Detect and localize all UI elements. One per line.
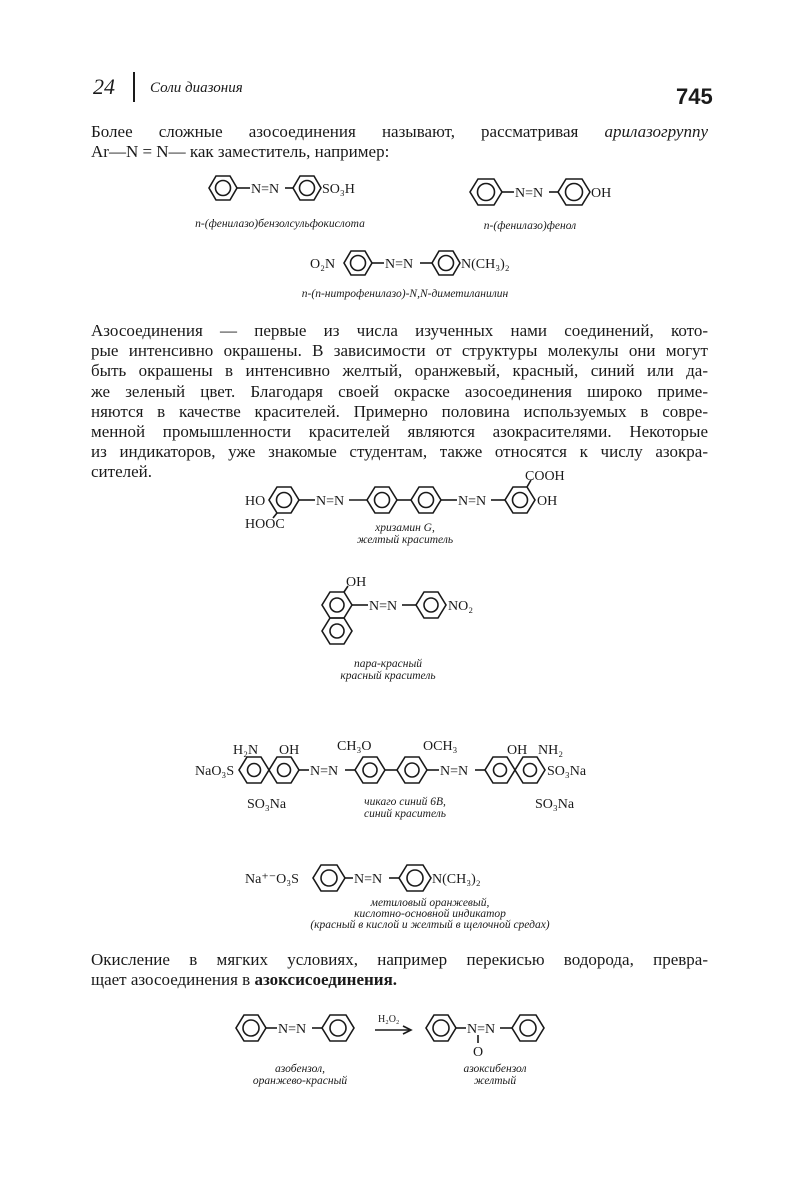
page-number: 745 <box>676 84 713 109</box>
benzene-ring <box>209 176 237 200</box>
term-azoxy: азоксисоединения. <box>254 970 398 990</box>
caption-line: азоксибензол <box>463 1063 527 1075</box>
structure-nitrophenylazo-dimethylaniline <box>310 244 540 284</box>
text-line: няются в качестве красителей. Примерно половина используемых в совре- <box>91 401 708 421</box>
aromatic-circle <box>216 181 231 196</box>
nitro-group: O₂N <box>310 257 336 272</box>
azo-group: N=N <box>278 1022 307 1037</box>
caption-s1: n-(фенилазо)бензолсульфокислота <box>195 218 365 230</box>
structure-phenylazo-benzenesulfonic-acid <box>205 170 355 210</box>
reagent-hydrogen-peroxide: H₂O₂ <box>378 1014 400 1025</box>
oxidation-paragraph <box>91 950 708 990</box>
hydroxyl-group: OH <box>537 494 558 509</box>
text-line: рые интенсивно окрашены. В зависимости от структуры молекулы они могут <box>91 341 708 361</box>
nitro-group: NO₂ <box>448 599 474 614</box>
caption-s3: n-(n-нитрофенилазо)-N,N-диметиланилин <box>301 288 509 300</box>
hydroxyl-group: OH <box>507 743 528 758</box>
azo-group: N=N <box>440 764 469 779</box>
azoxy-group: N=N <box>467 1022 496 1037</box>
caption-line: желтый <box>473 1075 517 1087</box>
text-line: Азосоединения — первые из числа изученных нами соединений, кото- <box>91 321 708 340</box>
caption-line: азобензол, <box>275 1063 325 1075</box>
azo-group: N=N <box>316 494 345 509</box>
caption-line: (красный в кислой и желтый в щелочной средах) <box>310 919 550 931</box>
benzene-ring <box>293 176 321 200</box>
azo-group: N=N <box>458 494 487 509</box>
caption-chicago-blue <box>340 796 470 820</box>
header-divider <box>133 72 135 102</box>
carboxyl-group: COOH <box>525 469 565 484</box>
chapter-number: 24 <box>93 74 115 99</box>
carboxyl-group: HOOC <box>245 517 285 532</box>
caption-para-red <box>328 658 448 682</box>
running-title: Соли диазония <box>150 80 243 96</box>
caption-s2: n-(фенилазо)фенол <box>483 220 577 232</box>
dimethylamino-group: N(CH₃)₂ <box>432 872 481 887</box>
caption-line: красный краситель <box>340 670 436 682</box>
reaction-azobenzene-oxidation <box>232 1008 562 1066</box>
hydroxyl-group: OH <box>346 575 367 590</box>
sulfo-group: SO₃H <box>322 182 355 197</box>
text-line: Ar—N = N— как заместитель, например: <box>91 142 390 162</box>
caption-line: кислотно-основной индикатор <box>354 908 506 920</box>
sulfonate-group: SO₃Na <box>535 797 575 812</box>
text-line: сителей. <box>91 462 152 482</box>
hydroxyl-group: OH <box>591 186 612 201</box>
amino-group: H₂N <box>233 743 259 758</box>
sulfonate-group: Na⁺⁻O₃S <box>245 872 299 887</box>
caption-line: синий краситель <box>363 808 447 820</box>
sulfonate-group: SO₃Na <box>247 797 287 812</box>
text-line <box>91 970 708 990</box>
structure-methyl-orange <box>245 860 505 900</box>
caption-line: желтый краситель <box>356 534 454 546</box>
azo-group: N=N <box>251 182 280 197</box>
text-line: быть окрашены в интенсивно желтый, оранжевый, красный, синий или да- <box>91 361 708 381</box>
structure-para-red <box>318 574 498 654</box>
hydroxyl-group: OH <box>279 743 300 758</box>
caption-line: чикаго синий 6B, <box>364 796 446 808</box>
methoxy-group: OCH₃ <box>423 739 458 754</box>
intro-paragraph <box>91 122 708 162</box>
azo-group: N=N <box>385 257 414 272</box>
text-run: Более сложные азосоединения называют, рассматривая <box>91 122 605 141</box>
azo-group: N=N <box>310 764 339 779</box>
dyes-paragraph <box>91 321 708 483</box>
sulfonate-group: NaO₃S <box>195 764 235 779</box>
hydroxyl-group: HO <box>245 494 266 509</box>
caption-line: хризамин G, <box>375 522 435 534</box>
caption-line: метиловый оранжевый, <box>370 897 490 909</box>
caption-line: оранжево-красный <box>252 1075 348 1087</box>
methoxy-group: CH₃O <box>337 739 372 754</box>
azo-group: N=N <box>515 186 544 201</box>
text-line <box>91 122 708 142</box>
text-run: щает азосоединения в <box>91 970 255 990</box>
text-line: менной промышленности красителей являются азокрасителями. Некоторые <box>91 422 708 442</box>
caption-line: пара-красный <box>353 658 423 670</box>
sulfonate-group: SO₃Na <box>547 764 587 779</box>
amino-group: NH₂ <box>538 743 564 758</box>
caption-azobenzene <box>225 1063 375 1087</box>
oxide-oxygen: O <box>473 1045 484 1060</box>
term-arylazo: арилазогруппу <box>604 122 708 141</box>
azo-group: N=N <box>354 872 383 887</box>
aromatic-circle <box>300 181 315 196</box>
caption-azoxybenzene <box>430 1063 560 1087</box>
azo-group: N=N <box>369 599 398 614</box>
text-line: из индикаторов, уже знакомые студентам, также относятся к числу азокра- <box>91 442 708 462</box>
structure-phenylazo-phenol <box>462 172 622 212</box>
caption-chrysamine <box>345 522 465 546</box>
text-line: Окисление в мягких условиях, например перекисью водорода, превра- <box>91 950 708 969</box>
dimethylamino-group: N(CH₃)₂ <box>461 257 510 272</box>
text-line: же зеленый цвет. Благодаря своей окраске азосоединения широко приме- <box>91 381 708 401</box>
caption-methyl-orange <box>270 898 590 931</box>
